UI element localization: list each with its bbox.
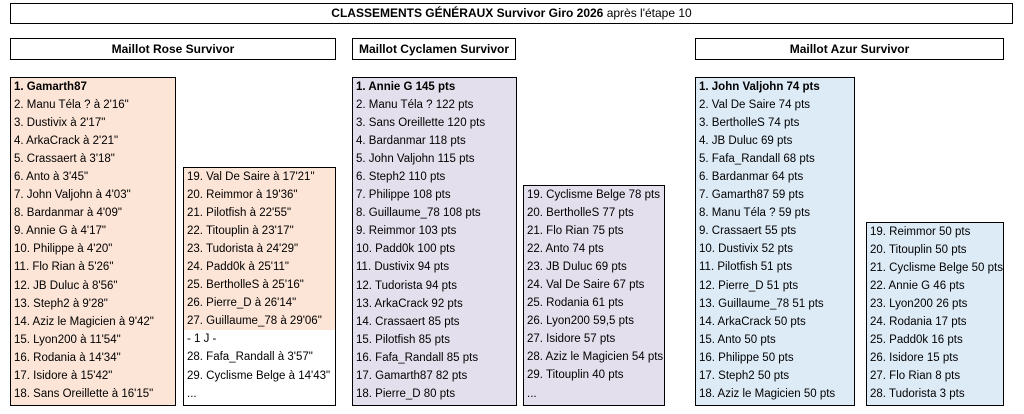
list-item: 3. BertholleS 74 pts	[699, 117, 800, 130]
list-item: 26. Lyon200 59,5 pts	[527, 315, 634, 328]
list-item: 21. Cyclisme Belge 50 pts	[870, 262, 1003, 275]
list-item: 2. Manu Téla ? à 2'16"	[14, 99, 129, 112]
list-item: 7. John Valjohn à 4'03"	[14, 189, 131, 202]
list-item: 8. Manu Téla ? 59 pts	[699, 207, 811, 220]
list-item: 21. Pilotfish à 22'55"	[184, 204, 335, 222]
list-item: 5. Fafa_Randall 68 pts	[699, 153, 815, 166]
list-item: 13. ArkaCrack 92 pts	[356, 297, 463, 310]
list-item: 21. Flo Rian 75 pts	[527, 225, 624, 238]
list-item: 12. JB Duluc à 8'56"	[14, 279, 118, 292]
rose-ranking-list-1	[10, 77, 176, 406]
list-item: 29. Cyclisme Belge à 14'43"	[184, 367, 335, 385]
list-item: ...	[184, 385, 335, 403]
list-item: 16. Fafa_Randall 85 pts	[356, 351, 479, 364]
header-maillot-rose: Maillot Rose Survivor	[10, 38, 336, 60]
list-item: 17. Steph2 50 pts	[699, 369, 790, 382]
list-item: 8. Bardanmar à 4'09"	[14, 207, 122, 220]
list-item: 10. Philippe à 4'20"	[14, 243, 113, 256]
list-item: 10. Dustivix 52 pts	[699, 243, 793, 256]
list-item: 11. Flo Rian à 5'26"	[14, 261, 114, 274]
list-item: 6. Bardanmar 64 pts	[699, 171, 804, 184]
list-item: 17. Gamarth87 82 pts	[356, 369, 468, 382]
list-item: 24. Val De Saire 67 pts	[527, 279, 645, 292]
list-item: 12. Tudorista 94 pts	[356, 279, 458, 292]
list-item: 2. Manu Téla ? 122 pts	[356, 99, 474, 112]
list-item: 18. Pierre_D 80 pts	[356, 387, 456, 400]
list-item: 16. Philippe 50 pts	[699, 351, 794, 364]
list-item: 27. Flo Rian 8 pts	[870, 370, 961, 383]
list-item: 29. Titouplin 40 pts	[527, 369, 624, 382]
title-suffix: après l'étape 10	[603, 6, 692, 20]
list-item: 16. Rodania à 14'34"	[14, 351, 121, 364]
list-item: 8. Guillaume_78 108 pts	[356, 207, 481, 220]
header-maillot-azur: Maillot Azur Survivor	[695, 38, 1004, 60]
page-title	[10, 3, 1013, 24]
list-item: 12. Pierre_D 51 pts	[699, 279, 799, 292]
list-item: 24. Padd0k à 25'11"	[184, 258, 335, 276]
list-item: 28. Aziz le Magicien 54 pts	[527, 351, 664, 364]
list-item: 25. BertholleS à 25'16"	[184, 276, 335, 294]
list-item: 11. Pilotfish 51 pts	[699, 261, 793, 274]
list-item: 7. Gamarth87 59 pts	[699, 189, 804, 202]
list-item: 28. Tudorista 3 pts	[870, 388, 965, 401]
list-item: 22. Annie G 46 pts	[870, 280, 965, 293]
list-item: 24. Rodania 17 pts	[870, 316, 967, 329]
header-maillot-cyclamen: Maillot Cyclamen Survivor	[352, 38, 516, 60]
list-item: 4. ArkaCrack à 2'21"	[14, 135, 119, 148]
list-item: 19. Val De Saire à 17'21"	[184, 168, 335, 186]
cyclamen-ranking-list-2	[523, 185, 665, 406]
list-item: 23. Tudorista à 24'29"	[184, 240, 335, 258]
azur-ranking-list-2	[866, 222, 1004, 406]
list-item: 20. BertholleS 77 pts	[527, 207, 634, 220]
list-item: 15. Anto 50 pts	[699, 333, 776, 346]
list-item: 1. Gamarth87	[14, 81, 87, 93]
azur-ranking-list-1	[695, 77, 855, 406]
list-item: 10. Padd0k 100 pts	[356, 243, 456, 256]
list-item: 14. Crassaert 85 pts	[356, 315, 460, 328]
list-item: 1. Annie G 145 pts	[356, 81, 456, 93]
list-item: 19. Reimmor 50 pts	[870, 226, 971, 238]
list-item: 28. Fafa_Randall à 3'57"	[184, 348, 335, 366]
list-item: 5. Crassaert à 3'18"	[14, 153, 115, 166]
rose-ranking-list-2	[183, 167, 336, 406]
list-item: 23. JB Duluc 69 pts	[527, 261, 627, 274]
list-item: 25. Rodania 61 pts	[527, 297, 624, 310]
list-item: 27. Isidore 57 pts	[527, 333, 616, 346]
list-item: 11. Dustivix 94 pts	[356, 261, 450, 274]
list-item: 14. Aziz le Magicien à 9'42"	[14, 315, 154, 328]
list-item: 4. Bardanmar 118 pts	[356, 135, 466, 148]
list-item: 15. Pilotfish 85 pts	[356, 333, 450, 346]
list-item: 3. Dustivix à 2'17"	[14, 117, 106, 130]
list-item: 13. Steph2 à 9'28"	[14, 297, 108, 310]
list-item: 6. Steph2 110 pts	[356, 171, 446, 184]
list-item: 15. Lyon200 à 11'54"	[14, 333, 121, 346]
list-item: 18. Aziz le Magicien 50 pts	[699, 387, 836, 400]
list-item: 19. Cyclisme Belge 78 pts	[527, 189, 660, 201]
list-item: 26. Pierre_D à 26'14"	[184, 294, 335, 312]
list-item: 22. Titouplin à 23'17"	[184, 222, 335, 240]
list-item: 4. JB Duluc 69 pts	[699, 135, 793, 148]
list-item: 9. Annie G à 4'17"	[14, 225, 106, 238]
list-item: 14. ArkaCrack 50 pts	[699, 315, 806, 328]
list-item: 3. Sans Oreillette 120 pts	[356, 117, 486, 130]
list-item: 18. Sans Oreillette à 16'15"	[14, 387, 154, 400]
list-item: 5. John Valjohn 115 pts	[356, 153, 475, 166]
list-item: 17. Isidore à 15'42"	[14, 369, 113, 382]
cyclamen-ranking-list-1	[352, 77, 517, 406]
list-item: 13. Guillaume_78 51 pts	[699, 297, 824, 310]
list-item: 7. Philippe 108 pts	[356, 189, 451, 202]
list-item: 9. Reimmor 103 pts	[356, 225, 457, 238]
list-item: 27. Guillaume_78 à 29'06"	[184, 312, 335, 330]
title-main: CLASSEMENTS GÉNÉRAUX Survivor Giro 2026	[331, 6, 604, 20]
list-item: 20. Reimmor à 19'36"	[184, 186, 335, 204]
list-item: 25. Padd0k 16 pts	[870, 334, 963, 347]
list-item: 26. Isidore 15 pts	[870, 352, 959, 365]
list-item: 20. Titouplin 50 pts	[870, 244, 967, 257]
list-item: 22. Anto 74 pts	[527, 243, 604, 256]
list-item: ...	[527, 387, 537, 400]
list-item: 9. Crassaert 55 pts	[699, 225, 797, 238]
list-item: - 1 J -	[184, 330, 335, 348]
list-item: 6. Anto à 3'45"	[14, 171, 89, 184]
list-item: 1. John Valjohn 74 pts	[699, 81, 820, 93]
list-item: 23. Lyon200 26 pts	[870, 298, 968, 311]
list-item: 2. Val De Saire 74 pts	[699, 99, 811, 112]
